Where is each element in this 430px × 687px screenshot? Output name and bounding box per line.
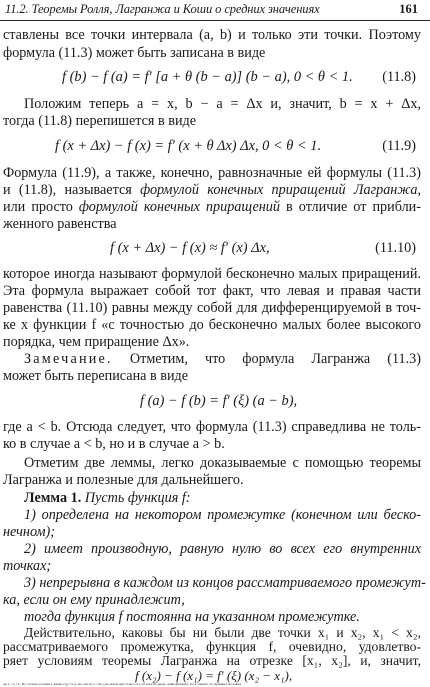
equation-proof: f (x₂) − f (x₁) = f′ (ξ) (x₂ − x₁), (135, 668, 293, 683)
equation-number: (11.10) (375, 240, 416, 256)
page-header (0, 0, 430, 21)
text-line: Лагранжа и полезные для дальнейшего. (3, 472, 244, 488)
text-line: или просто формулой конечных приращений в отличие от прибли- (3, 199, 421, 215)
text-line: и (11.8), называется формулой конечных приращений Лагранжа, (3, 182, 421, 198)
lemma-condition: 1) определена на некотором промежутке (конечном или беско- (24, 507, 421, 523)
text-line: тогда (11.8) перепишется в виде (3, 113, 197, 129)
text-line: ке x функции f «с точностью до бесконечно малых более высокого (3, 317, 421, 333)
text-line: Положим теперь a = x, b − a = Δx и, значит, b = x + Δx, (24, 96, 421, 112)
lemma-conclusion: тогда функция f постоянна на указанном промежутке. (24, 609, 360, 625)
lemma-condition: ка, если он ему принадлежит, (3, 592, 185, 608)
running-title: 11.2. Теоремы Ролля, Лагранжа и Коши о средних значениях (5, 2, 320, 16)
equation-number: (11.8) (382, 69, 416, 85)
text-line: порядка, чем приращение Δx». (3, 334, 190, 350)
lemma-condition: 3) непрерывна в каждом из концов рассматриваемого промежут- (24, 575, 426, 591)
lemma-heading: Лемма 1. Пусть функция f: (24, 490, 191, 506)
text-line: Эта формула выражает собой тот факт, что левая и правая части (3, 283, 421, 299)
final-lines: где x₁ < ξ < x₂. Но, согласно условию 2 леммы, f′(ξ) = 0, и, зна- чит, f(x₁) = f(x₂) для любых двух точек x₁ и x₂ из области опреде- ления функции f, что и означает, что функция f постоянна. (3, 683, 242, 686)
text-line: женного равенства (3, 216, 117, 232)
text-line: которое иногда называют формулой бесконечно малых приращений. (3, 266, 421, 282)
text-line: ряет условиям теоремы Лагранжа на отрезке [x₁, x₂], и, значит, (3, 653, 421, 668)
lemma-condition: 2) имеет производную, равную нулю во всех его внутренних (24, 541, 421, 557)
equation-11-8: f (b) − f (a) = f′ [a + θ (b − a)] (b − a), 0 < θ < 1. (62, 69, 353, 85)
text-line: где a < b. Отсюда следует, что формула (11.3) справедлива не толь- (3, 419, 421, 435)
equation-number: (11.9) (382, 138, 416, 154)
text-line: формула (11.3) может быть записана в виде (3, 45, 266, 61)
text-line: может быть переписана в виде (3, 368, 189, 384)
text-line: ставлены все точки интервала (a, b) и только эти точки. Поэтому (3, 27, 421, 43)
text-line: Отметим две леммы, легко доказываемые с помощью теоремы (24, 455, 421, 471)
lemma-condition: точках; (3, 558, 52, 574)
lemma-condition: нечном); (3, 524, 56, 540)
equation-11-10: f (x + Δx) − f (x) ≈ f′ (x) Δx, (110, 240, 270, 256)
page-number: 161 (399, 2, 418, 16)
text-line: равенства (11.10) равны между собой для дифференцируемой в точ- (3, 300, 421, 316)
remark-line: Замечание. Отметим, что формула Лагранжа (11.3) (24, 351, 421, 367)
equation-remark: f (a) − f (b) = f′ (ξ) (a − b), (140, 393, 298, 409)
text-line: Действительно, каковы бы ни были две точки x₁ и x₂, x₁ < x₂, (24, 625, 421, 640)
text-line: ко в случае a < b, но и в случае a > b. (3, 436, 225, 452)
equation-11-9: f (x + Δx) − f (x) = f′ (x + θ Δx) Δx, 0 < θ < 1. (55, 138, 322, 154)
text-line: Формула (11.9), а также, конечно, равнозначные ей формулы (11.3) (3, 165, 421, 181)
text-line: рассматриваемого промежутка, функция f, очевидно, удовлетво- (3, 639, 421, 654)
